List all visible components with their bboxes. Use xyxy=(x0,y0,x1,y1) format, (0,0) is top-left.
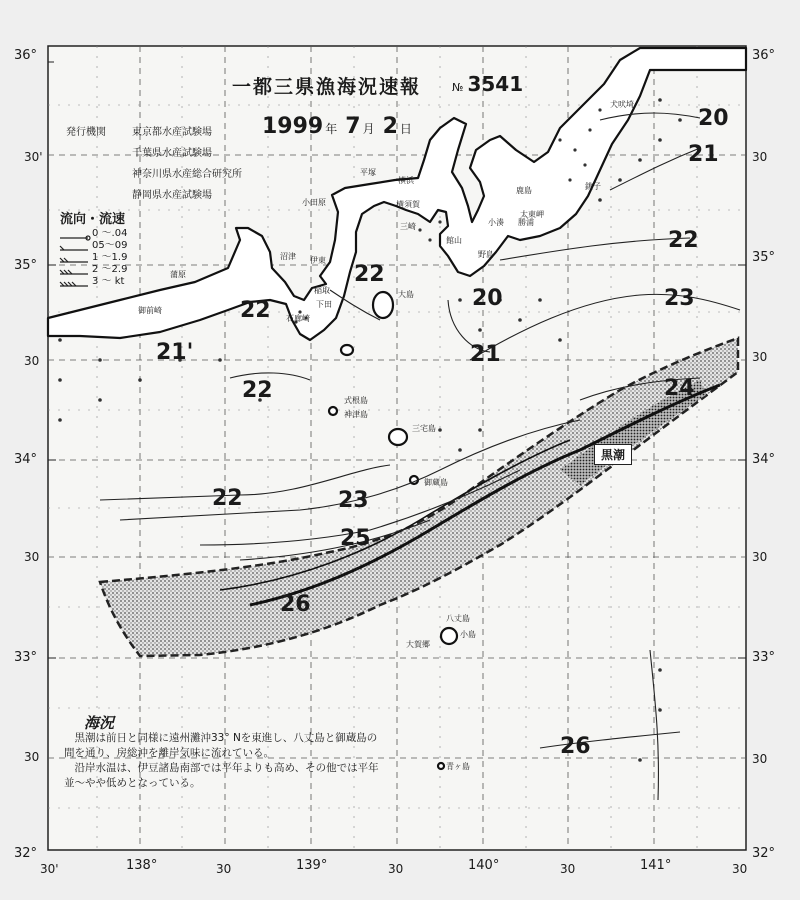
place-shikine: 式根島 xyxy=(344,396,368,405)
lat-label-left-3530: 30' xyxy=(24,150,43,164)
sea-condition-remarks xyxy=(64,716,384,791)
remarks-paragraph-1: 黒潮は前日と同様に遠州灘沖33° Nを東進し、八丈島と御蔵島の間を通り、房総沖を離岸気味に流れている。 xyxy=(64,732,378,759)
date-day-unit: 日 xyxy=(399,122,412,136)
place-ohata: 大賀郷 xyxy=(406,640,430,649)
place-tateyama: 館山 xyxy=(446,236,462,245)
place-oshima: 大島 xyxy=(398,290,414,299)
lat-label-left-34: 34° xyxy=(14,452,38,467)
report-title: 一都三県漁海況速報 xyxy=(232,76,422,98)
legend-row: 1 ～1.9 xyxy=(92,252,128,263)
lat-label-right-3330: 30 xyxy=(752,550,768,564)
lon-label-13730: 30' xyxy=(40,862,59,876)
place-shimoda: 下田 xyxy=(316,300,332,309)
isotherm-label-23-e: 23 xyxy=(664,286,695,311)
issuer-label: 発行機関 xyxy=(66,127,106,138)
lat-label-right-32: 32° xyxy=(752,846,776,861)
lat-label-left-33: 33° xyxy=(14,650,38,665)
place-numazu: 沼津 xyxy=(280,252,296,261)
lat-label-left-36: 36° xyxy=(14,48,38,63)
place-nojima: 野島 xyxy=(478,250,494,259)
lon-label-138: 138° xyxy=(126,858,158,873)
isotherm-label-24-e: 24 xyxy=(664,376,695,401)
lon-label-13830: 30 xyxy=(216,862,232,876)
lon-label-139: 139° xyxy=(296,858,328,873)
legend-row: 2 ～2.9 xyxy=(92,264,128,275)
place-katsuura: 勝浦 xyxy=(518,218,534,227)
place-kotsu: 小湊 xyxy=(488,218,504,227)
lat-label-right-35: 35° xyxy=(752,250,776,265)
report-date xyxy=(262,114,420,139)
legend-row: 0 ～.04 xyxy=(92,228,128,239)
place-inubo: 犬吠埼 xyxy=(610,100,634,109)
lat-label-left-3330: 30 xyxy=(24,550,40,564)
issuer-list xyxy=(66,122,242,206)
lat-label-right-36: 36° xyxy=(752,48,776,63)
remarks-title: 海況 xyxy=(84,714,115,732)
issue-number-value: 3541 xyxy=(467,72,524,96)
date-month-unit: 月 xyxy=(362,122,375,136)
date-month: 7 xyxy=(345,114,361,139)
hachijo-island xyxy=(441,628,457,644)
isotherm-label-25-mid: 25 xyxy=(340,526,371,551)
lon-label-14130: 30 xyxy=(732,862,748,876)
kuroshio-label: 黒潮 xyxy=(594,444,632,465)
lon-label-141: 141° xyxy=(640,858,672,873)
lon-label-13930: 30 xyxy=(388,862,404,876)
issuer-item: 神奈川県水産総合研究所 xyxy=(132,169,242,180)
lat-label-right-34: 34° xyxy=(752,452,776,467)
lat-label-right-3530: 30 xyxy=(752,150,768,164)
issuer-item: 千葉県水産試験場 xyxy=(132,148,212,159)
place-hasaki: 鹿島 xyxy=(516,186,532,195)
lon-label-140: 140° xyxy=(468,858,500,873)
isotherm-label-21-w: 21' xyxy=(156,340,194,365)
isotherm-label-26-s: 26 xyxy=(560,734,591,759)
lat-label-right-3430: 30 xyxy=(752,350,768,364)
isotherm-label-20-mid: 20 xyxy=(472,286,503,311)
date-year-unit: 年 xyxy=(325,122,338,136)
date-day: 2 xyxy=(382,114,398,139)
place-kozu: 神津島 xyxy=(344,410,368,419)
isotherm-label-22-izu: 22 xyxy=(354,262,385,287)
place-kohachijo: 小島 xyxy=(460,630,476,639)
remarks-paragraph-2: 沿岸水温は、伊豆諸島南部では平年よりも高め、その他では平年並～やや低めとなっている。 xyxy=(64,762,379,789)
isotherm-label-22-ne: 22 xyxy=(668,228,699,253)
place-hiratsuka: 平塚 xyxy=(360,168,376,177)
lat-label-right-33: 33° xyxy=(752,650,776,665)
lat-label-right-3230: 30 xyxy=(752,752,768,766)
place-yokosuka: 横須賀 xyxy=(396,200,420,209)
lat-label-left-3430: 30 xyxy=(24,354,40,368)
lat-label-left-32: 32° xyxy=(14,846,38,861)
place-omaezaki: 御前崎 xyxy=(138,306,162,315)
place-aogashima: 青ヶ島 xyxy=(446,762,470,771)
place-irozaki: 石廊崎 xyxy=(286,314,310,323)
place-kanbara: 蒲原 xyxy=(170,270,186,279)
isotherm-label-21-mid: 21 xyxy=(470,342,501,367)
isotherm-label-26-w: 26 xyxy=(280,592,311,617)
place-inatori: 稲取 xyxy=(314,286,330,295)
isotherm-label-21-ne: 21 xyxy=(688,142,719,167)
isotherm-label-22-w1: 22 xyxy=(240,298,271,323)
place-yokohama: 横浜 xyxy=(398,176,414,185)
place-mikura: 御蔵島 xyxy=(424,478,448,487)
isotherm-label-22-sw: 22 xyxy=(212,486,243,511)
legend-row: 05～09 xyxy=(92,240,128,251)
place-choshi: 銚子 xyxy=(585,182,601,191)
date-year: 1999 xyxy=(262,114,324,139)
lat-label-left-3230: 30 xyxy=(24,750,40,764)
legend-title: 流向・流速 xyxy=(60,212,126,227)
place-taito: 太東岬 xyxy=(520,210,544,219)
issuer-item: 静岡県水産試験場 xyxy=(132,190,212,201)
isotherm-label-23-mid: 23 xyxy=(338,488,369,513)
issue-prefix: № xyxy=(452,81,464,94)
place-odawara: 小田原 xyxy=(302,198,326,207)
place-hachijo: 八丈島 xyxy=(446,614,470,623)
lat-label-left-35: 35° xyxy=(14,258,38,273)
lon-label-14030: 30 xyxy=(560,862,576,876)
isotherm-label-22-w2: 22 xyxy=(242,378,273,403)
legend-arrows xyxy=(58,232,92,294)
issue-number xyxy=(452,72,523,96)
issuer-item: 東京都水産試験場 xyxy=(132,127,212,138)
place-miyake: 三宅島 xyxy=(412,424,436,433)
legend-row: 3 ～ kt xyxy=(92,276,125,287)
isotherm-label-20-ne: 20 xyxy=(698,106,729,131)
oshima-island xyxy=(373,292,393,318)
place-misaki: 三崎 xyxy=(400,222,416,231)
place-ito: 伊東 xyxy=(310,256,326,265)
